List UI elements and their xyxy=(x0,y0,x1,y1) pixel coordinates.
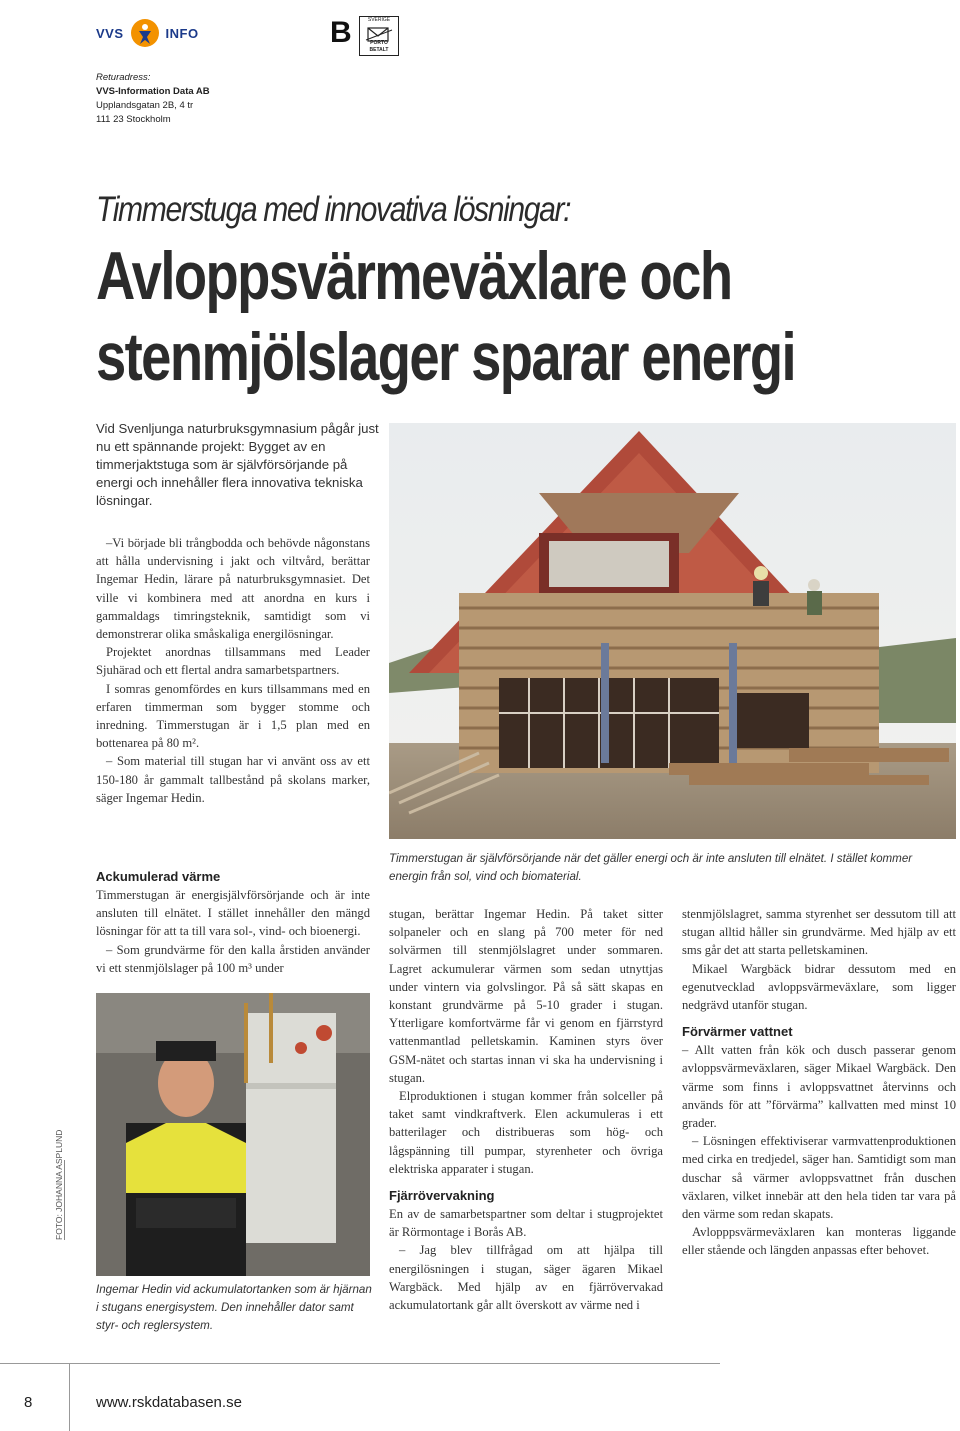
paragraph: Timmerstugan är energisjälvförsörjande och är inte ansluten till elnätet. I stället innehåller den mängd lösningar för att ta till vara sol-, vind- och bioenergi. xyxy=(96,888,370,939)
column-2 xyxy=(389,905,663,1314)
article-kicker: Timmerstuga med innovativa lösningar: xyxy=(96,190,571,229)
paragraph: –Vi började bli trångbodda och behövde någonstans att hålla undervisning i jakt och viltvård, berättar Ingemar Hedin, lärare på naturbruksgymnasiet. Det ville vi kombinera med att anordna en kurs i gammaldags timringsteknik, samtidigt som vi demonstrerar olika småskaliga energilösningar. xyxy=(96,536,370,642)
paragraph: – Som material till stugan har vi använt oss av ett 150-180 år gammalt tallbestånd på skolans marker, säger Ingemar Hedin. xyxy=(96,754,370,805)
paragraph: I somras genomfördes en kurs tillsammans med en erfaren timmerman som bygger stomme och inredning. Timmerstugan är i 1,5 plan med en bottenarea på 80 m². xyxy=(96,681,370,751)
paragraph: Avlopppsvärmeväxlaren kan monteras liggande eller stående och längden anpassas efter behovet. xyxy=(682,1225,956,1258)
man-photo-caption: Ingemar Hedin vid ackumulatortanken som är hjärnan i stugans energisystem. Den innehåller dator samt styr- och reglersystem. xyxy=(96,1283,372,1332)
credit-divider xyxy=(64,1160,65,1240)
logo-right-text: INFO xyxy=(165,25,199,41)
paragraph: stugan, berättar Ingemar Hedin. På taket sitter solpaneler och en slang på 700 meter för ned solvärmen till stenmjölslagret under sommaren. Lagret ackumulerar värmen som sedan utnyttjas under vintern via golvslingor. På så sätt skapas en konstant grundvärme på 5-10 grader i stugan. Ytterligare komfortvärme får vi genom en fjärrstyrd vattenmantlad pelletskamin. Kaminen styrs över GSM-nätet och startas innan vi ska ha undervisning i stugan. xyxy=(389,907,663,1085)
subhead-fjarrovervakning: Fjärrövervakning xyxy=(389,1188,495,1204)
paragraph: stenmjölslagret, samma styrenhet ser dessutom till att stugan alltid håller sin grundvärme. Med hjälp av ett sms går det att starta pelletskaminen. xyxy=(682,907,956,958)
paragraph: – Som grundvärme för den kalla årstiden använder vi ett stenmjölslager på 100 m³ under xyxy=(96,942,370,975)
return-label: Returadress: xyxy=(96,72,151,83)
return-address xyxy=(96,71,210,127)
ingemar-hedin-photo xyxy=(96,993,370,1276)
stamp-text: PORTO BETALT xyxy=(369,40,389,53)
vvs-info-logo xyxy=(96,18,199,48)
photo-credit: FOTO: JOHANNA ASPLUND xyxy=(54,1129,64,1240)
page-number: 8 xyxy=(24,1394,33,1411)
article-ingress: Vid Svenljunga naturbruksgymnasium pågår just nu ett spännande projekt: Bygget av en timmerjaktstuga som är självförsörjande på energi och innehåller flera innovativa tekniska lösningar. xyxy=(96,421,379,508)
house-photo-caption: Timmerstugan är självförsörjande när det gäller energi och är inte ansluten till elnätet. I stället kommer energin från sol, vind och biomaterial. xyxy=(389,852,913,883)
paragraph: – Lösningen effektiviserar varmvattenproduktionen med cirka en tredjedel, säger han. Samtidigt som man duschar så värmer avloppsvattnet från duschen växlaren, vilket innebär att den hela tiden tar vara på den värme som redan skapats. xyxy=(682,1134,956,1222)
return-street: Upplandsgatan 2B, 4 tr xyxy=(96,100,194,111)
footer-vertical-divider xyxy=(69,1363,70,1431)
paragraph: Elproduktionen i stugan kommer från solceller på taket samt vindkraftverk. Elen ackumuleras i ett batterilager och distribueras som hög- och lågspänning till pumpar, styrenheter och övriga elektriska apparater i stugan. xyxy=(389,1089,663,1176)
headline-line-1: Avloppsvärmeväxlare och xyxy=(96,238,732,314)
porto-stamp xyxy=(359,16,399,56)
footer-divider xyxy=(0,1363,720,1364)
return-company: VVS-Information Data AB xyxy=(96,86,210,97)
stamp-country: SVERIGE xyxy=(367,17,391,23)
logo-left-text: VVS xyxy=(96,25,124,41)
return-city: 111 23 Stockholm xyxy=(96,114,171,125)
paragraph: Projektet anordnas tillsammans med Leader Sjuhärad och ett flertal andra samarbetspartners. xyxy=(96,645,370,678)
website-link[interactable]: www.rskdatabasen.se xyxy=(96,1394,242,1411)
log-cabin-photo xyxy=(389,423,956,839)
paragraph: – Jag blev tillfrågad om att hjälpa till energilösningen i stugan, säger ägaren Mikael Wargbäck. Med hjälp av en fjärrövervakad ackumulatortank går allt överskott av värme ned i xyxy=(389,1243,663,1313)
column-3 xyxy=(682,905,956,1260)
paragraph: En av de samarbetspartner som deltar i stugprojektet är Rörmontage i Borås AB. xyxy=(389,1207,663,1240)
headline-line-2: stenmjölslager sparar energi xyxy=(96,319,795,395)
column-1-lower xyxy=(96,868,370,977)
article-headline xyxy=(96,236,795,398)
logo-mark-icon xyxy=(130,18,160,48)
postal-class-mark: B xyxy=(330,16,352,49)
column-1-upper xyxy=(96,534,370,807)
subhead-ackumulerad: Ackumulerad värme xyxy=(96,869,221,884)
paragraph: – Allt vatten från kök och dusch passerar genom avloppsvärmeväxlaren, säger Mikael Wargbäck. Den värme som finns i avloppsvattnet återvinns och används för att ”förvärma” kallvatten med minst 10 grader. xyxy=(682,1043,956,1131)
subhead-forvarmer: Förvärmer vattnet xyxy=(682,1024,793,1040)
paragraph: Mikael Wargbäck bidrar dessutom med en egenutvecklad avloppsvärmeväxlare, som ligger nedgrävd utanför stugan. xyxy=(682,961,956,1013)
